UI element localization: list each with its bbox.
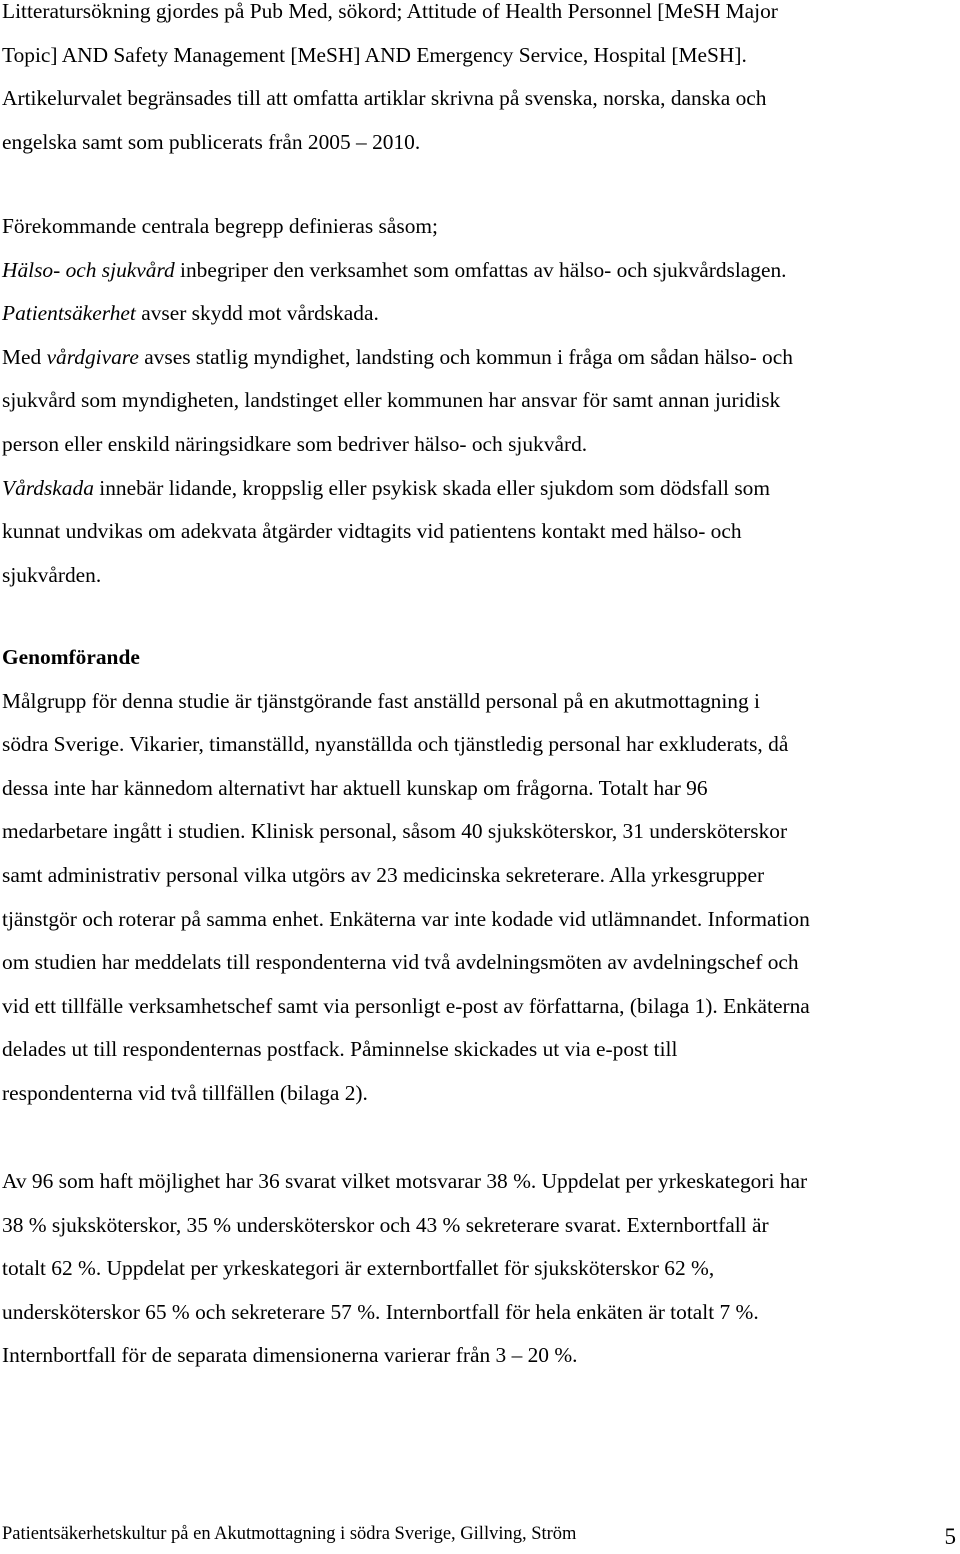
- page-footer: [2, 1520, 958, 1554]
- text-line: södra Sverige. Vikarier, timanställd, nyanställda och tjänstledig personal har exkluderats, då: [2, 732, 789, 757]
- definition-vardgivare-text: avses statlig myndighet, landsting och kommun i fråga om sådan hälso- och: [138, 344, 793, 369]
- text-line: 38 % sjuksköterskor, 35 % undersköterskor och 43 % sekreterare svarat. Externbortfall är: [2, 1212, 769, 1237]
- text-line: kunnat undvikas om adekvata åtgärder vidtagits vid patientens kontakt med hälso- och: [2, 519, 742, 544]
- text-line: sjukvården.: [2, 562, 102, 587]
- definition-patientsakerhet-text: avser skydd mot vårdskada.: [135, 301, 379, 326]
- definition-halso-text: inbegriper den verksamhet som omfattas av hälso- och sjukvårdslagen.: [174, 257, 787, 282]
- term-vardskada: Vårdskada: [2, 475, 94, 500]
- definitions-paragraph: [2, 205, 958, 597]
- text-line: Topic] AND Safety Management [MeSH] AND Emergency Service, Hospital [MeSH].: [2, 42, 747, 67]
- definition-halso: [2, 249, 958, 293]
- text-line: Internbortfall för de separata dimensionerna varierar från 3 – 20 %.: [2, 1343, 578, 1368]
- text-line: delades ut till respondenternas postfack. Påminnelse skickades ut via e-post till: [2, 1037, 678, 1062]
- text-line: om studien har meddelats till respondenterna vid två avdelningsmöten av avdelningschef och: [2, 950, 799, 975]
- intro-paragraph: [2, 0, 958, 164]
- definition-vardgivare: [2, 336, 958, 380]
- text-line: person eller enskild näringsidkare som bedriver hälso- och sjukvård.: [2, 431, 588, 456]
- definition-vardskada: [2, 467, 958, 511]
- text-line: Av 96 som haft möjlighet har 36 svarat vilket motsvarar 38 %. Uppdelat per yrkeskategori har: [2, 1169, 808, 1193]
- text-line: Litteratursökning gjordes på Pub Med, sökord; Attitude of Health Personnel [MeSH Major: [2, 0, 778, 23]
- footer-text: Patientsäkerhetskultur på en Akutmottagning i södra Sverige, Gillving, Ström: [2, 1524, 577, 1544]
- text-line: tjänstgör och roterar på samma enhet. Enkäterna var inte kodade vid utlämnandet. Information: [2, 906, 810, 931]
- definition-vardskada-text: innebär lidande, kroppslig eller psykisk skada eller sjukdom som dödsfall som: [93, 475, 770, 500]
- text-line: medarbetare ingått i studien. Klinisk personal, såsom 40 sjuksköterskor, 31 undersköterskor: [2, 819, 788, 844]
- genomforande-section: [2, 636, 958, 1116]
- text-line: vid ett tillfälle verksamhetschef samt via personligt e-post av författarna, (bilaga 1). Enkäterna: [2, 993, 810, 1018]
- text-line: samt administrativ personal vilka utgörs av 23 medicinska sekreterare. Alla yrkesgrupper: [2, 862, 765, 887]
- text-line: totalt 62 %. Uppdelat per yrkeskategori är externbortfallet för sjuksköterskor 62 %,: [2, 1256, 715, 1281]
- page-number: 5: [944, 1524, 956, 1549]
- term-patientsakerhet: Patientsäkerhet: [2, 301, 136, 326]
- text-line: undersköterskor 65 % och sekreterare 57 %. Internbortfall för hela enkäten är totalt 7 %.: [2, 1299, 759, 1324]
- definitions-intro: Förekommande centrala begrepp definieras såsom;: [2, 214, 438, 238]
- text-line: sjukvård som myndigheten, landstinget eller kommunen har ansvar för samt annan juridisk: [2, 388, 781, 413]
- text-line: respondenterna vid två tillfällen (bilaga 2).: [2, 1080, 368, 1105]
- text-line: Artikelurvalet begränsades till att omfatta artiklar skrivna på svenska, norska, danska och: [2, 86, 767, 111]
- text-line: engelska samt som publicerats från 2005 – 2010.: [2, 129, 421, 154]
- definition-patientsakerhet: [2, 292, 958, 336]
- section-heading: Genomförande: [2, 645, 140, 669]
- text-line: dessa inte har kännedom alternativt har aktuell kunskap om frågorna. Totalt har 96: [2, 775, 708, 800]
- definition-vardgivare-prefix: Med: [2, 344, 47, 369]
- response-paragraph: [2, 1160, 958, 1378]
- term-halso: Hälso- och sjukvård: [2, 257, 175, 282]
- term-vardgivare: vårdgivare: [46, 344, 139, 369]
- text-line: Målgrupp för denna studie är tjänstgörande fast anställd personal på en akutmottagning i: [2, 688, 760, 713]
